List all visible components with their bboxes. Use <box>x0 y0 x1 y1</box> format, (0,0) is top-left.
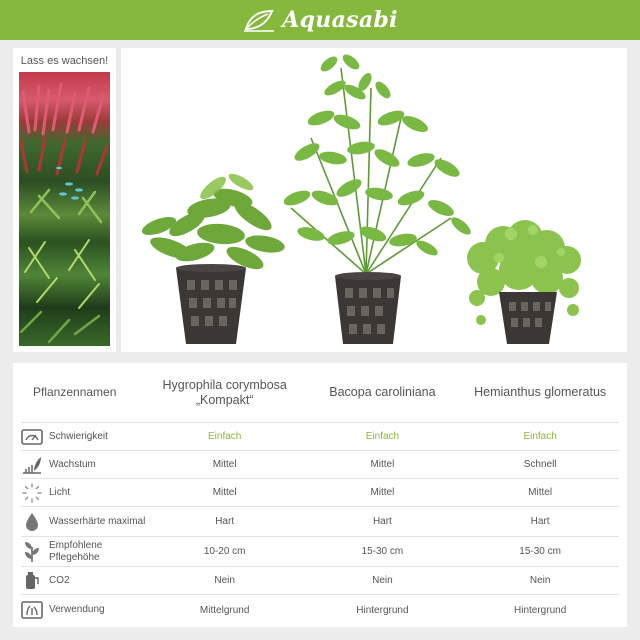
table-row <box>21 567 619 595</box>
plant-height-icon <box>21 541 43 563</box>
row-label-co2: CO2 <box>49 574 70 586</box>
column-header-hygrophila-line2: „Kompakt“ <box>195 392 254 407</box>
value-height-bacopa: 15-30 cm <box>361 546 404 557</box>
brand-logo[interactable] <box>242 7 397 33</box>
column-header-plant-names: Pflanzennamen <box>33 384 117 399</box>
column-header-hygrophila-line1: Hygrophila corymbosa <box>162 377 287 392</box>
table-row <box>21 451 619 479</box>
value-usage-bacopa: Hintergrund <box>356 604 409 616</box>
value-growth-hygrophila: Mittel <box>212 459 237 470</box>
aquarium-usage-icon <box>21 599 43 621</box>
leaf-logo-icon <box>242 7 276 33</box>
column-header-bacopa[interactable]: Bacopa caroliniana <box>329 385 436 399</box>
table-row <box>21 507 619 537</box>
row-label-usage: Verwendung <box>49 604 105 616</box>
value-co2-hemianthus: Nein <box>529 575 551 586</box>
value-water-hardness-hemianthus: Hart <box>530 516 550 527</box>
growth-icon <box>21 454 43 476</box>
column-header-hygrophila[interactable] <box>146 378 304 408</box>
value-difficulty-hygrophila: Einfach <box>207 431 242 442</box>
column-header-hemianthus[interactable]: Hemianthus glomeratus <box>474 385 607 399</box>
water-drop-icon <box>21 511 43 533</box>
value-co2-hygrophila: Nein <box>214 575 235 586</box>
table-row <box>21 479 619 507</box>
row-label-growth: Wachstum <box>49 458 96 470</box>
row-label-light: Licht <box>49 486 71 498</box>
value-light-hygrophila: Mittel <box>212 487 237 498</box>
product-image-bacopa[interactable] <box>282 52 474 344</box>
table-row <box>21 423 619 451</box>
sidebar-panel <box>13 48 116 352</box>
row-label-recommended-height: Empfohlene Pflegehöhe <box>49 540 103 563</box>
value-usage-hemianthus: Hintergrund <box>514 604 567 616</box>
table-row <box>21 595 619 625</box>
value-difficulty-hemianthus: Einfach <box>523 431 557 442</box>
difficulty-icon <box>21 426 43 448</box>
table-header-row <box>21 363 619 423</box>
value-growth-bacopa: Mittel <box>370 459 395 470</box>
row-label-water-hardness: Wasserhärte maximal <box>49 515 146 527</box>
aquarium-image <box>19 72 110 346</box>
value-height-hygrophila: 10-20 cm <box>203 546 246 557</box>
value-difficulty-bacopa: Einfach <box>365 431 400 442</box>
product-image-hemianthus[interactable] <box>467 220 581 344</box>
value-co2-bacopa: Nein <box>372 575 393 586</box>
header-bar <box>0 0 640 40</box>
row-label-difficulty: Schwierigkeit <box>49 430 108 442</box>
co2-icon <box>21 570 43 592</box>
value-light-hemianthus: Mittel <box>528 487 553 498</box>
value-light-bacopa: Mittel <box>370 487 395 498</box>
value-usage-hygrophila: Mittelgrund <box>199 604 250 616</box>
value-water-hardness-hygrophila: Hart <box>215 516 235 527</box>
product-image-hygrophila[interactable] <box>140 171 286 344</box>
value-height-hemianthus: 15-30 cm <box>519 546 561 557</box>
table-row <box>21 537 619 567</box>
light-icon <box>21 482 43 504</box>
product-panel <box>121 48 627 352</box>
brand-name: Aquasabi <box>282 7 398 33</box>
value-water-hardness-bacopa: Hart <box>372 516 392 527</box>
sidebar-title: Lass es wachsen! <box>20 55 109 67</box>
plant-info-table <box>13 363 627 627</box>
value-growth-hemianthus: Schnell <box>523 459 557 470</box>
